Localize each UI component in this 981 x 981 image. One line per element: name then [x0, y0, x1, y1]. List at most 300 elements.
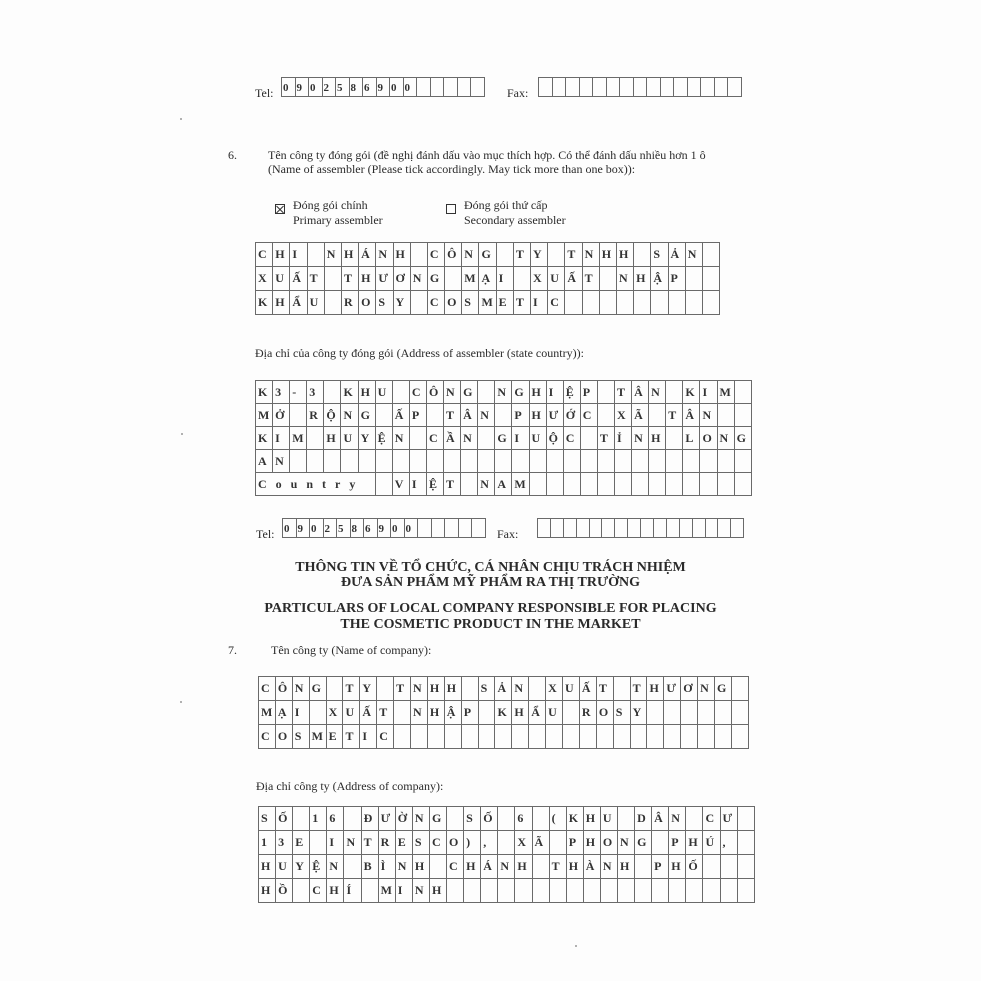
char-cell[interactable]: Ấ	[290, 267, 307, 291]
char-cell[interactable]: N	[478, 473, 495, 496]
assembler-address-grid[interactable]	[255, 380, 752, 496]
char-cell[interactable]	[734, 450, 751, 473]
char-cell[interactable]: T	[343, 677, 360, 701]
char-cell[interactable]	[613, 725, 630, 749]
char-cell[interactable]	[566, 879, 583, 903]
digit-box[interactable]: 5	[335, 77, 350, 97]
char-cell[interactable]: Ư	[378, 807, 395, 831]
char-cell[interactable]: E	[293, 831, 310, 855]
char-cell[interactable]	[614, 450, 631, 473]
digit-box[interactable]: 6	[363, 518, 378, 538]
char-cell[interactable]: N	[411, 677, 428, 701]
char-cell[interactable]: N	[344, 831, 361, 855]
char-cell[interactable]: H	[599, 243, 616, 267]
char-cell[interactable]: U	[343, 701, 360, 725]
char-cell[interactable]: N	[478, 404, 495, 427]
digit-box[interactable]	[579, 77, 594, 97]
char-cell[interactable]: N	[685, 243, 702, 267]
char-cell[interactable]	[529, 725, 546, 749]
char-cell[interactable]	[666, 473, 683, 496]
char-cell[interactable]: O	[447, 831, 464, 855]
digit-box[interactable]: 9	[296, 518, 311, 538]
char-cell[interactable]: H	[647, 677, 664, 701]
digit-box[interactable]	[601, 518, 615, 538]
char-cell[interactable]: E	[395, 831, 412, 855]
char-cell[interactable]: Â	[632, 381, 649, 404]
char-cell[interactable]: Y	[360, 677, 377, 701]
char-cell[interactable]: Ộ	[324, 404, 341, 427]
char-cell[interactable]: ,	[720, 831, 737, 855]
char-cell[interactable]: S	[292, 725, 309, 749]
char-cell[interactable]	[307, 243, 324, 267]
char-cell[interactable]: B	[361, 855, 378, 879]
char-cell[interactable]: )	[464, 831, 481, 855]
char-cell[interactable]: Đ	[361, 807, 378, 831]
digit-box[interactable]	[705, 518, 719, 538]
char-cell[interactable]: M	[378, 879, 395, 903]
char-cell[interactable]: P	[512, 404, 529, 427]
char-cell[interactable]	[344, 807, 361, 831]
char-cell[interactable]: U	[546, 701, 563, 725]
char-cell[interactable]	[375, 450, 392, 473]
char-cell[interactable]: T	[444, 404, 461, 427]
char-cell[interactable]	[737, 855, 754, 879]
char-cell[interactable]	[597, 381, 614, 404]
char-cell[interactable]	[734, 404, 751, 427]
char-cell[interactable]: H	[512, 701, 529, 725]
digit-box[interactable]	[619, 77, 634, 97]
char-cell[interactable]: T	[513, 243, 530, 267]
char-cell[interactable]: -	[290, 381, 307, 404]
char-cell[interactable]: N	[324, 243, 341, 267]
char-cell[interactable]: X	[326, 701, 343, 725]
char-cell[interactable]: N	[717, 427, 734, 450]
char-cell[interactable]	[375, 473, 392, 496]
digit-box[interactable]	[687, 77, 702, 97]
digit-box[interactable]: 8	[349, 77, 364, 97]
char-cell[interactable]	[444, 725, 461, 749]
char-cell[interactable]: O	[700, 427, 717, 450]
char-cell[interactable]: P	[580, 381, 597, 404]
char-cell[interactable]	[426, 404, 443, 427]
char-cell[interactable]: 1	[259, 831, 276, 855]
fax-field[interactable]	[537, 518, 744, 538]
char-cell[interactable]: Ậ	[651, 267, 668, 291]
digit-box[interactable]	[457, 77, 472, 97]
char-cell[interactable]: N	[292, 677, 309, 701]
char-cell[interactable]: Ô	[426, 381, 443, 404]
char-cell[interactable]: M	[259, 701, 276, 725]
char-cell[interactable]	[478, 701, 495, 725]
char-cell[interactable]: C	[429, 831, 446, 855]
char-cell[interactable]: Â	[461, 404, 478, 427]
char-cell[interactable]	[583, 879, 600, 903]
char-cell[interactable]: G	[461, 381, 478, 404]
char-cell[interactable]: T	[394, 677, 411, 701]
digit-box[interactable]	[431, 518, 446, 538]
char-cell[interactable]: H	[566, 855, 583, 879]
char-cell[interactable]: I	[700, 381, 717, 404]
char-cell[interactable]: Ư	[664, 677, 681, 701]
char-cell[interactable]: U	[307, 291, 324, 315]
char-cell[interactable]: I	[546, 381, 563, 404]
char-cell[interactable]	[630, 725, 647, 749]
char-cell[interactable]: Ã	[632, 404, 649, 427]
char-cell[interactable]: N	[498, 855, 515, 879]
digit-box[interactable]	[538, 77, 553, 97]
char-cell[interactable]	[685, 267, 702, 291]
digit-box[interactable]	[692, 518, 706, 538]
char-cell[interactable]	[290, 404, 307, 427]
char-cell[interactable]	[649, 404, 666, 427]
char-cell[interactable]: H	[327, 879, 344, 903]
secondary-assembler-checkbox[interactable]	[446, 204, 456, 214]
char-cell[interactable]: Ô	[275, 677, 292, 701]
assembler-name-grid[interactable]	[255, 242, 720, 315]
char-cell[interactable]	[307, 427, 324, 450]
char-cell[interactable]: H	[583, 807, 600, 831]
digit-box[interactable]: 0	[389, 77, 404, 97]
char-cell[interactable]: P	[566, 831, 583, 855]
char-cell[interactable]: H	[464, 855, 481, 879]
digit-box[interactable]	[443, 77, 458, 97]
digit-box[interactable]	[640, 518, 654, 538]
digit-box[interactable]	[633, 77, 648, 97]
char-cell[interactable]: Y	[531, 243, 548, 267]
char-cell[interactable]	[392, 450, 409, 473]
char-cell[interactable]	[324, 267, 341, 291]
char-cell[interactable]: 3	[276, 831, 293, 855]
char-cell[interactable]: U	[600, 807, 617, 831]
digit-box[interactable]	[700, 77, 715, 97]
digit-box[interactable]: 0	[309, 518, 324, 538]
char-cell[interactable]	[563, 450, 580, 473]
char-cell[interactable]	[326, 677, 343, 701]
digit-box[interactable]	[470, 77, 485, 97]
char-cell[interactable]: C	[259, 725, 276, 749]
digit-box[interactable]: 2	[323, 518, 338, 538]
char-cell[interactable]	[394, 725, 411, 749]
char-cell[interactable]	[613, 677, 630, 701]
char-cell[interactable]	[515, 879, 532, 903]
char-cell[interactable]: Á	[359, 243, 376, 267]
char-cell[interactable]: S	[464, 807, 481, 831]
char-cell[interactable]	[647, 725, 664, 749]
char-cell[interactable]: T	[565, 243, 582, 267]
char-cell[interactable]	[737, 879, 754, 903]
digit-box[interactable]	[660, 77, 675, 97]
char-cell[interactable]	[411, 725, 428, 749]
char-cell[interactable]: T	[614, 381, 631, 404]
char-cell[interactable]	[737, 831, 754, 855]
char-cell[interactable]: H	[427, 701, 444, 725]
char-cell[interactable]: G	[715, 677, 732, 701]
char-cell[interactable]: H	[634, 267, 651, 291]
char-cell[interactable]: Ã	[532, 831, 549, 855]
company-address-grid[interactable]	[258, 806, 755, 903]
secondary-assembler-option[interactable]	[446, 201, 456, 219]
char-cell[interactable]	[324, 450, 341, 473]
char-cell[interactable]: S	[462, 291, 479, 315]
char-cell[interactable]	[307, 450, 324, 473]
char-cell[interactable]: C	[377, 725, 394, 749]
char-cell[interactable]: À	[583, 855, 600, 879]
char-cell[interactable]: I	[512, 427, 529, 450]
char-cell[interactable]	[700, 450, 717, 473]
char-cell[interactable]: T	[597, 427, 614, 450]
char-cell[interactable]: X	[531, 267, 548, 291]
char-cell[interactable]	[702, 291, 719, 315]
char-cell[interactable]: C	[548, 291, 565, 315]
char-cell[interactable]: H	[444, 677, 461, 701]
char-cell[interactable]: T	[377, 701, 394, 725]
char-cell[interactable]	[686, 879, 703, 903]
char-cell[interactable]: G	[734, 427, 751, 450]
digit-box[interactable]	[727, 77, 742, 97]
digit-box[interactable]	[627, 518, 641, 538]
char-cell[interactable]	[731, 725, 748, 749]
primary-assembler-checkbox[interactable]	[275, 204, 285, 214]
char-cell[interactable]: H	[273, 291, 290, 315]
char-cell[interactable]: C	[427, 291, 444, 315]
char-cell[interactable]: T	[307, 267, 324, 291]
char-cell[interactable]: H	[616, 243, 633, 267]
digit-box[interactable]: 0	[403, 77, 418, 97]
char-cell[interactable]: C	[409, 381, 426, 404]
char-cell[interactable]: 6	[327, 807, 344, 831]
char-cell[interactable]: Ấ	[392, 404, 409, 427]
digit-box[interactable]	[653, 518, 667, 538]
char-cell[interactable]: P	[668, 267, 685, 291]
char-cell[interactable]	[495, 404, 512, 427]
char-cell[interactable]: G	[358, 404, 375, 427]
char-cell[interactable]: Ố	[686, 855, 703, 879]
char-cell[interactable]: M	[717, 381, 734, 404]
char-cell[interactable]: H	[273, 243, 290, 267]
char-cell[interactable]	[649, 473, 666, 496]
char-cell[interactable]	[358, 450, 375, 473]
char-cell[interactable]	[309, 701, 326, 725]
char-cell[interactable]: H	[429, 879, 446, 903]
char-cell[interactable]	[635, 855, 652, 879]
char-cell[interactable]: I	[273, 427, 290, 450]
char-cell[interactable]: Ạ	[479, 267, 496, 291]
char-cell[interactable]	[717, 404, 734, 427]
char-cell[interactable]: Ộ	[546, 427, 563, 450]
digit-box[interactable]: 0	[308, 77, 323, 97]
char-cell[interactable]	[409, 450, 426, 473]
char-cell[interactable]: C	[259, 677, 276, 701]
char-cell[interactable]: H	[324, 427, 341, 450]
char-cell[interactable]: Ỉ	[614, 427, 631, 450]
char-cell[interactable]: M	[290, 427, 307, 450]
char-cell[interactable]	[532, 855, 549, 879]
digit-box[interactable]	[576, 518, 590, 538]
char-cell[interactable]	[563, 473, 580, 496]
char-cell[interactable]	[666, 427, 683, 450]
digit-box[interactable]	[730, 518, 744, 538]
char-cell[interactable]	[720, 879, 737, 903]
char-cell[interactable]: N	[617, 831, 634, 855]
char-cell[interactable]	[600, 879, 617, 903]
char-cell[interactable]: Ố	[276, 807, 293, 831]
char-cell[interactable]	[580, 450, 597, 473]
char-cell[interactable]	[377, 677, 394, 701]
char-cell[interactable]	[632, 473, 649, 496]
digit-box[interactable]: 5	[336, 518, 351, 538]
char-cell[interactable]	[310, 831, 327, 855]
char-cell[interactable]: Ơ	[393, 267, 410, 291]
char-cell[interactable]: Â	[683, 404, 700, 427]
digit-box[interactable]	[471, 518, 486, 538]
char-cell[interactable]	[734, 381, 751, 404]
char-cell[interactable]: Ư	[720, 807, 737, 831]
char-cell[interactable]: Y	[358, 427, 375, 450]
char-cell[interactable]: H	[617, 855, 634, 879]
char-cell[interactable]	[599, 291, 616, 315]
char-cell[interactable]: Ẩ	[529, 701, 546, 725]
char-cell[interactable]	[734, 473, 751, 496]
char-cell[interactable]: T	[361, 831, 378, 855]
char-cell[interactable]: Â	[652, 807, 669, 831]
char-cell[interactable]: C	[427, 243, 444, 267]
char-cell[interactable]	[596, 725, 613, 749]
char-cell[interactable]	[703, 879, 720, 903]
char-cell[interactable]	[498, 807, 515, 831]
char-cell[interactable]	[635, 879, 652, 903]
digit-box[interactable]: 9	[377, 518, 392, 538]
char-cell[interactable]	[681, 701, 698, 725]
char-cell[interactable]: G	[479, 243, 496, 267]
char-cell[interactable]: Y	[393, 291, 410, 315]
char-cell[interactable]	[478, 450, 495, 473]
char-cell[interactable]	[461, 725, 478, 749]
char-cell[interactable]	[702, 243, 719, 267]
char-cell[interactable]	[685, 291, 702, 315]
char-cell[interactable]: X	[614, 404, 631, 427]
char-cell[interactable]	[731, 677, 748, 701]
char-cell[interactable]	[717, 450, 734, 473]
char-cell[interactable]	[715, 725, 732, 749]
char-cell[interactable]: Ư	[376, 267, 393, 291]
char-cell[interactable]	[668, 291, 685, 315]
char-cell[interactable]: 1	[310, 807, 327, 831]
char-cell[interactable]	[478, 725, 495, 749]
char-cell[interactable]: M	[512, 473, 529, 496]
char-cell[interactable]: R	[307, 404, 324, 427]
company-name-grid[interactable]	[258, 676, 749, 749]
char-cell[interactable]: U	[375, 381, 392, 404]
char-cell[interactable]: H	[358, 381, 375, 404]
char-cell[interactable]: E	[496, 291, 513, 315]
char-cell[interactable]: H	[259, 855, 276, 879]
char-cell[interactable]: N	[600, 855, 617, 879]
char-cell[interactable]	[700, 473, 717, 496]
char-cell[interactable]: 3	[307, 381, 324, 404]
char-cell[interactable]	[445, 267, 462, 291]
char-cell[interactable]: U	[273, 267, 290, 291]
char-cell[interactable]: H	[259, 879, 276, 903]
char-cell[interactable]: N	[669, 807, 686, 831]
char-cell[interactable]: C	[310, 879, 327, 903]
char-cell[interactable]: H	[649, 427, 666, 450]
char-cell[interactable]: E	[326, 725, 343, 749]
char-cell[interactable]: O	[359, 291, 376, 315]
char-cell[interactable]: R	[341, 291, 358, 315]
char-cell[interactable]: H	[359, 267, 376, 291]
char-cell[interactable]: N	[392, 427, 409, 450]
char-cell[interactable]: I	[531, 291, 548, 315]
char-cell[interactable]: Y	[630, 701, 647, 725]
digit-box[interactable]: 0	[282, 518, 297, 538]
char-cell[interactable]: X	[546, 677, 563, 701]
char-cell[interactable]: Ờ	[395, 807, 412, 831]
char-cell[interactable]	[549, 879, 566, 903]
char-cell[interactable]: N	[395, 855, 412, 879]
digit-box[interactable]	[592, 77, 607, 97]
char-cell[interactable]	[496, 243, 513, 267]
char-cell[interactable]: K	[566, 807, 583, 831]
char-cell[interactable]	[478, 427, 495, 450]
char-cell[interactable]	[702, 267, 719, 291]
char-cell[interactable]	[324, 381, 341, 404]
char-cell[interactable]: Ạ	[275, 701, 292, 725]
char-cell[interactable]: I	[292, 701, 309, 725]
char-cell[interactable]: D	[635, 807, 652, 831]
char-cell[interactable]	[634, 243, 651, 267]
char-cell[interactable]	[546, 473, 563, 496]
char-cell[interactable]: M	[309, 725, 326, 749]
char-cell[interactable]	[717, 473, 734, 496]
digit-box[interactable]: 2	[322, 77, 337, 97]
char-cell[interactable]	[498, 879, 515, 903]
char-cell[interactable]: N	[698, 677, 715, 701]
char-cell[interactable]	[664, 725, 681, 749]
char-cell[interactable]	[290, 450, 307, 473]
char-cell[interactable]	[546, 450, 563, 473]
char-cell[interactable]: C	[563, 427, 580, 450]
char-cell[interactable]	[512, 450, 529, 473]
digit-box[interactable]: 6	[362, 77, 377, 97]
char-cell[interactable]	[529, 677, 546, 701]
char-cell[interactable]: N	[462, 243, 479, 267]
char-cell[interactable]: T	[343, 725, 360, 749]
char-cell[interactable]: N	[616, 267, 633, 291]
char-cell[interactable]	[293, 807, 310, 831]
char-cell[interactable]: N	[632, 427, 649, 450]
char-cell[interactable]: N	[700, 404, 717, 427]
char-cell[interactable]	[698, 725, 715, 749]
char-cell[interactable]: X	[256, 267, 273, 291]
char-cell[interactable]: I	[290, 243, 307, 267]
char-cell[interactable]	[664, 701, 681, 725]
digit-box[interactable]	[614, 518, 628, 538]
char-cell[interactable]	[444, 450, 461, 473]
char-cell[interactable]: N	[412, 879, 429, 903]
char-cell[interactable]	[464, 879, 481, 903]
char-cell[interactable]	[495, 450, 512, 473]
char-cell[interactable]: Ệ	[563, 381, 580, 404]
char-cell[interactable]: R	[579, 701, 596, 725]
char-cell[interactable]: T	[513, 291, 530, 315]
char-cell[interactable]: H	[341, 243, 358, 267]
char-cell[interactable]	[392, 381, 409, 404]
char-cell[interactable]: K	[256, 381, 273, 404]
char-cell[interactable]: P	[669, 831, 686, 855]
char-cell[interactable]: I	[327, 831, 344, 855]
char-cell[interactable]: Ố	[481, 807, 498, 831]
char-cell[interactable]	[481, 879, 498, 903]
